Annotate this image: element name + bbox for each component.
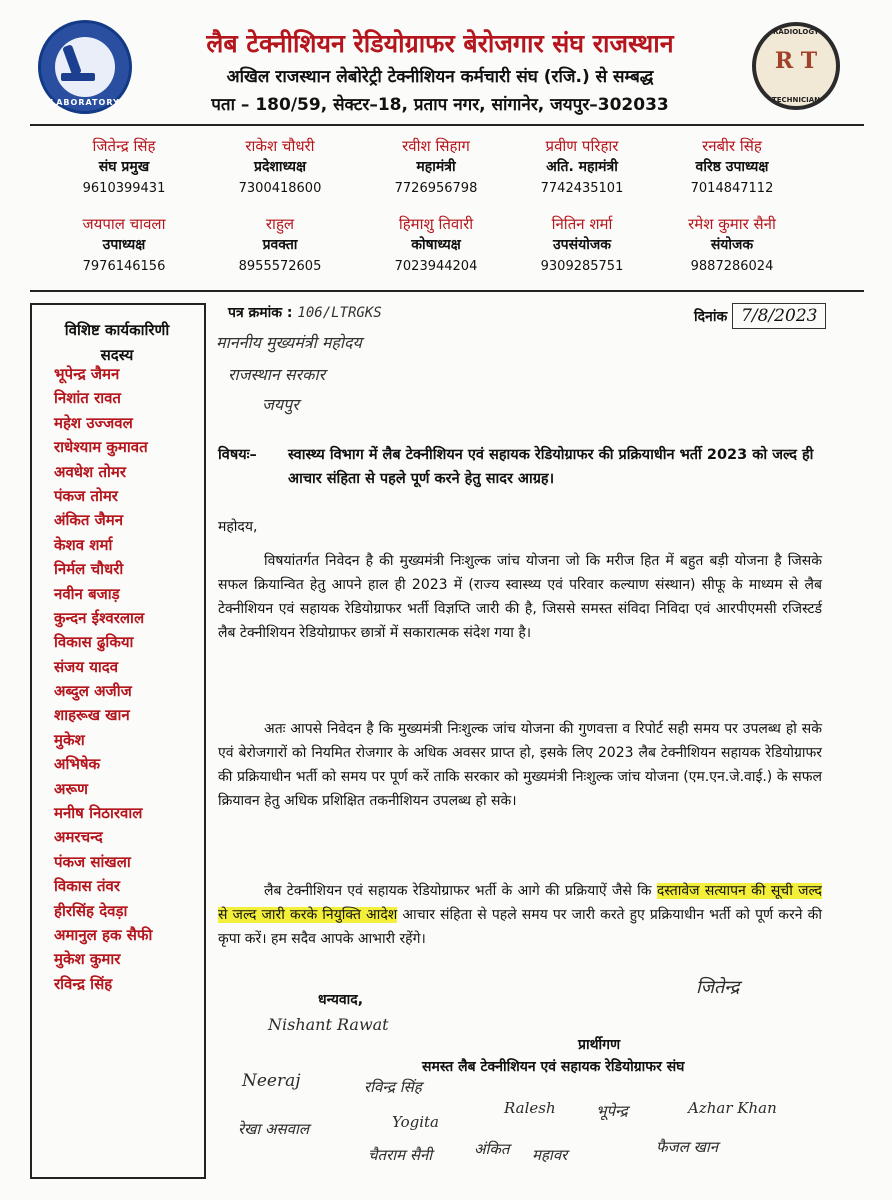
office-bearer [502, 214, 662, 278]
right-logo-top-text: RADIOLOGY [773, 28, 819, 36]
prayer-label: प्रार्थीगण [578, 1037, 621, 1053]
handwritten-signature: Neeraj [242, 1071, 301, 1091]
member-name: महेश उज्जवल [54, 413, 133, 432]
member-name: राधेश्याम कुमावत [54, 438, 148, 457]
date-label: दिनांक [694, 309, 728, 325]
left-logo-text: LABORATORY [50, 98, 120, 107]
office-bearer [356, 214, 516, 278]
bearer-name: जितेन्द्र सिंह [92, 137, 156, 155]
date-value: 7/8/2023 [732, 303, 826, 329]
bearer-role: प्रदेशाध्यक्ष [254, 159, 306, 175]
member-name: मुकेश कुमार [54, 950, 121, 969]
handwritten-signature: रेखा असवाल [238, 1120, 310, 1138]
handwritten-signature: भूपेन्द्र [596, 1102, 628, 1120]
reference-label: पत्र क्रमांक : [228, 305, 293, 321]
bearer-role: प्रवक्ता [262, 237, 298, 253]
bearer-phone: 7014847112 [690, 181, 774, 196]
member-name: संजय यादव [54, 657, 119, 676]
reference-number [228, 303, 382, 322]
office-bearer [356, 136, 516, 200]
address-line: पता – 180/59, सेक्टर–18, प्रताप नगर, सांगानेर, जयपुर–302033 [211, 95, 669, 115]
bearer-phone: 9309285751 [540, 259, 624, 274]
letter-date [694, 303, 826, 329]
bearers-divider [30, 290, 864, 292]
addressee-line: जयपुर [262, 395, 299, 414]
organization-title: लैब टेक्नीशियन रेडियोग्राफर बेरोजगार संघ राजस्थान [206, 29, 674, 58]
addressee-line: राजस्थान सरकार [228, 365, 326, 384]
office-bearer [652, 136, 812, 200]
office-bearer [200, 214, 360, 278]
member-name: अभिषेक [54, 755, 101, 774]
paragraph: अतः आपसे निवेदन है कि मुख्यमंत्री निःशुल्क जांच योजना की गुणवत्ता व रिपोर्ट सही समय पर उपलब्ध हो सके एवं बेरोजगारों को नियमित रोजगार के अधिक अवसर प्राप्त हो, इसके लिए 2023 लैब टेक्नीशियन सहायक रेडियोग्राफर की प्रक्रियाधीन भर्ती को समय पर पूर्ण करें ताकि सरकार को मुख्यमंत्री निःशुल्क जांच योजना (एम.एन.जे.वाई.) के सफल क्रियावन हेतु अधिक प्रशिक्षित तकनीशियन उपलब्ध हो सके। [218, 721, 822, 809]
member-name: केशव शर्मा [54, 535, 113, 554]
handwritten-signature: जितेन्द्र [696, 977, 740, 998]
office-bearer [502, 136, 662, 200]
paragraph: विषयांतर्गत निवेदन है की मुख्यमंत्री निःशुल्क जांच योजना जो कि मरीज हित में बहुत बड़ी योजना है जिसके सफल क्रियान्वित हेतु आपने हाल ही 2023 में (राज्य स्वास्थ्य एवं परिवार कल्याण संस्थान) सीफू के माध्यम से लैब टेक्नीशियन एवं सहायक रेडियोग्राफर भर्ती विज्ञप्ति जारी की है, जिससे समस्त संविदा निविदा एवं आरपीएमसी रजिस्टर्ड लैब टेक्नीशियन रेडियोग्राफर छात्रों में सकारात्मक संदेश गया है। [218, 553, 822, 641]
bearer-role: वरिष्ठ उपाध्यक्ष [695, 159, 769, 175]
bearer-name: रनबीर सिंह [702, 137, 762, 155]
member-name: भूपेन्द्र जैमन [54, 365, 120, 383]
office-bearer [44, 136, 204, 200]
handwritten-signature: रविन्द्र सिंह [364, 1078, 422, 1096]
office-bearer [200, 136, 360, 200]
office-bearer [652, 214, 812, 278]
member-name: अवधेश तोमर [54, 462, 126, 481]
handwritten-signature: Yogita [392, 1113, 439, 1131]
highlighted-text: दस्तावेज सत्यापन की सूची जल्द से जल्द जारी करके नियुक्ति आदेश [218, 883, 822, 923]
handwritten-signature: Azhar Khan [688, 1099, 777, 1117]
reference-value: 106/LTRGKS [297, 305, 382, 321]
member-name: कुन्दन ईश्वरलाल [54, 608, 145, 627]
bearer-role: उपसंयोजक [553, 237, 611, 253]
member-name: अरूण [54, 779, 88, 798]
laboratory-logo [38, 20, 132, 114]
salutation: महोदय, [218, 519, 258, 535]
executive-members-list [54, 362, 152, 996]
handwritten-signature: चैतराम सैनी [368, 1146, 433, 1164]
member-name: विकास ढुकिया [54, 633, 134, 652]
executive-members-heading [30, 318, 204, 368]
member-name: निशांत रावत [54, 389, 121, 408]
member-name: रविन्द्र सिंह [54, 974, 113, 993]
bearer-role: संयोजक [710, 237, 754, 253]
member-name: अमरचन्द [54, 828, 103, 847]
paragraph [218, 879, 822, 951]
bearer-phone: 7742435101 [540, 181, 624, 196]
handwritten-signature: अंकित [474, 1140, 510, 1158]
member-name: हीरसिंह देवड़ा [54, 901, 128, 920]
heading-line: विशिष्ट कार्यकारिणी [64, 321, 170, 339]
bearer-role: महामंत्री [416, 159, 456, 175]
right-logo-mark: R T [774, 48, 818, 74]
bearer-name: रमेश कुमार सैनी [688, 215, 776, 233]
header-divider [30, 124, 864, 126]
bearer-name: राकेश चौधरी [245, 137, 315, 155]
bearer-phone: 7300418600 [238, 181, 322, 196]
member-name: अब्दुल अजीज [54, 682, 132, 701]
bearer-name: राहुल [265, 215, 295, 233]
bearer-name: प्रवीण परिहार [545, 137, 619, 155]
member-name: शाहरूख खान [54, 706, 130, 725]
paragraph-text: लैब टेक्नीशियन एवं सहायक रेडियोग्राफर भर्ती के आगे की प्रक्रियाऐं जैसे कि [264, 883, 652, 899]
member-name: अमानुल हक सैफी [54, 925, 153, 944]
affiliation-line: अखिल राजस्थान लेबोरेट्री टेक्नीशियन कर्मचारी संघ (रजि.) से सम्बद्ध [226, 67, 654, 87]
right-logo-bottom-text: TECHNICIAN [771, 96, 821, 104]
letter-body [208, 303, 864, 1175]
bearer-phone: 7023944204 [394, 259, 478, 274]
heading-line: सदस्य [100, 346, 134, 364]
subject-text: स्वास्थ्य विभाग में लैब टेक्नीशियन एवं सहायक रेडियोग्राफर की प्रक्रियाधीन भर्ती 2023 को जल्द ही आचार संहिता से पहले पूर्ण करने हेतु सादर आग्रह। [288, 447, 814, 487]
bearer-name: जयपाल चावला [82, 215, 166, 233]
bearer-name: रवीश सिहाग [402, 137, 470, 155]
bearer-phone: 9610399431 [82, 181, 166, 196]
member-name: पंकज सांखला [54, 852, 131, 871]
bearer-phone: 7726956798 [394, 181, 478, 196]
bearer-role: कोषाध्यक्ष [411, 237, 461, 253]
bearer-phone: 8955572605 [238, 259, 322, 274]
bearer-role: अति. महामंत्री [546, 159, 618, 175]
bearer-role: उपाध्यक्ष [102, 237, 146, 253]
member-name: अंकित जैमन [54, 511, 124, 530]
addressee-line: माननीय मुख्यमंत्री महोदय [216, 333, 362, 352]
bearer-name: नितिन शर्मा [551, 215, 613, 233]
radiology-technician-logo [752, 22, 840, 110]
paragraph-text: आचार संहिता से पहले समय पर जारी करते हुए प्रक्रियाधीन भर्ती को पूर्ण करने की कृपा करें। हम सदैव आपके आभारी रहेंगे। [218, 907, 822, 947]
member-name: निर्मल चौधरी [54, 560, 124, 579]
bearer-role: संघ प्रमुख [98, 159, 150, 175]
member-name: विकास तंवर [54, 877, 121, 896]
handwritten-signature: Nishant Rawat [268, 1015, 389, 1034]
bearer-phone: 7976146156 [82, 259, 166, 274]
closing-thanks: धन्यवाद, [318, 992, 364, 1008]
handwritten-signature: Ralesh [504, 1099, 556, 1117]
office-bearer [44, 214, 204, 278]
handwritten-signature: महावर [532, 1146, 568, 1164]
bearer-phone: 9887286024 [690, 259, 774, 274]
subject-label: विषयः– [218, 447, 257, 463]
handwritten-signature: फैजल खान [656, 1138, 719, 1156]
bearer-name: हिमाशु तिवारी [398, 215, 474, 233]
member-name: पंकज तोमर [54, 486, 118, 505]
member-name: मनीष निठारवाल [54, 804, 143, 823]
member-name: नवीन बजाड़ [54, 584, 120, 603]
union-name: समस्त लैब टेक्नीशियन एवं सहायक रेडियोग्राफर संघ [422, 1059, 685, 1075]
member-name: मुकेश [54, 730, 85, 749]
